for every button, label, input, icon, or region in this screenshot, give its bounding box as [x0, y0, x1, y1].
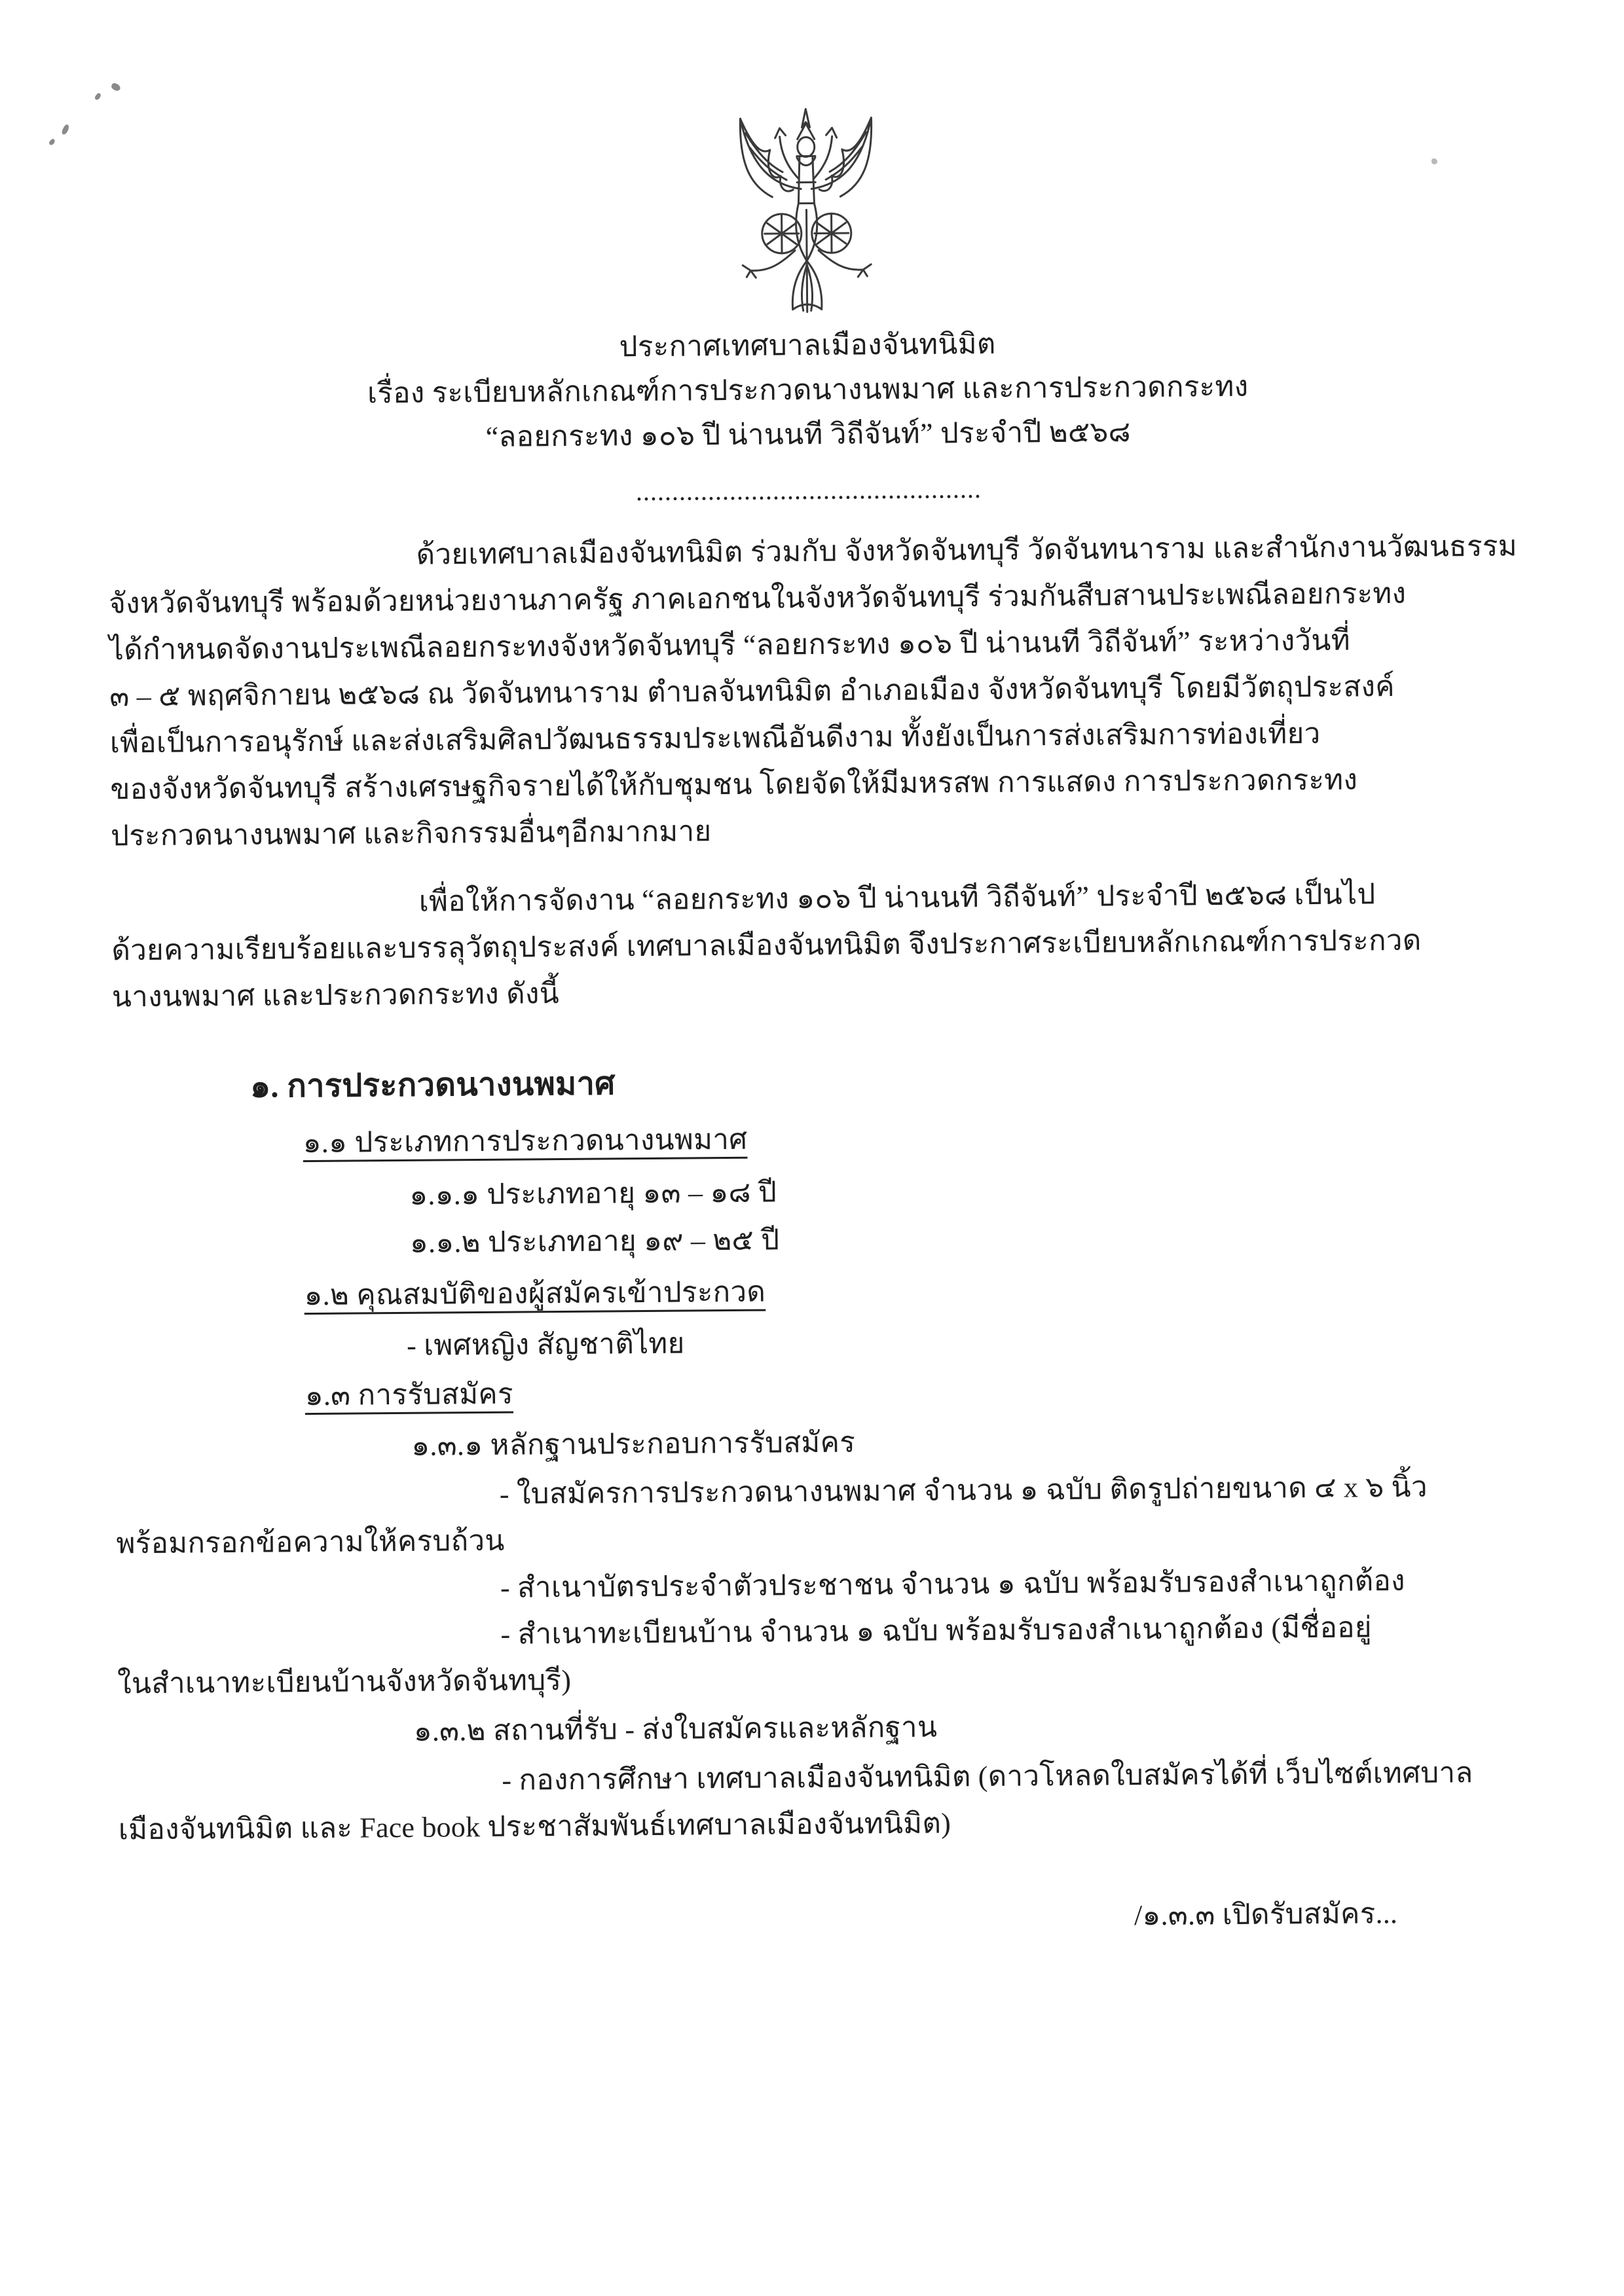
para1-line3: ได้กำหนดจัดงานประเพณีลอยกระทงจังหวัดจันทบุรี “ลอยกระทง ๑๐๖ ปี น่านนที วิถีจันท์” ระหว่างวันที่: [109, 624, 1351, 666]
item-1-3-1-doc3: - สำเนาทะเบียนบ้าน จำนวน ๑ ฉบับ พร้อมรับรองสำเนาถูกต้อง (มีชื่ออยู่: [500, 1611, 1372, 1650]
item-1-3-1-doc1-cont: พร้อมกรอกข้อความให้ครบถ้วน: [116, 1524, 505, 1560]
doc-title-line3: “ลอยกระทง ๑๐๖ ปี น่านนที วิถีจันท์” ประจำปี ๒๕๖๘: [485, 416, 1131, 453]
item-1-3-1-doc1: - ใบสมัครการประกวดนางนพมาศ จำนวน ๑ ฉบับ ติดรูปถ่ายขนาด ๔ x ๖ นิ้ว: [499, 1470, 1428, 1510]
dotted-divider: ................................................: [635, 473, 982, 507]
item-1-3-1-doc2: - สำเนาบัตรประจำตัวประชาชน จำนวน ๑ ฉบับ พร้อมรับรองสำเนาถูกต้อง: [500, 1564, 1405, 1604]
para1-line1: ด้วยเทศบาลเมืองจันทนิมิต ร่วมกับ จังหวัดจันทบุรี วัดจันทนาราม และสำนักงานวัฒนธรรม: [416, 530, 1517, 571]
item-1-3-1-doc3-cont: ในสำเนาทะเบียนบ้านจังหวัดจันทบุรี): [117, 1664, 572, 1700]
para1-line5: เพื่อเป็นการอนุรักษ์ และส่งเสริมศิลปวัฒนธรรมประเพณีอันดีงาม ทั้งยังเป็นการส่งเสริมการท่องเที่ยว: [109, 717, 1321, 759]
doc-title-line1: ประกาศเทศบาลเมืองจันทนิมิต: [619, 327, 996, 363]
para2-line2: ด้วยความเรียบร้อยและบรรลุวัตถุประสงค์ เทศบาลเมืองจันทนิมิต จึงประกาศระเบียบหลักเกณฑ์การประกวด: [111, 924, 1422, 967]
item-1-1-1: ๑.๑.๑ ประเภทอายุ ๑๓ – ๑๘ ปี: [409, 1176, 777, 1211]
page-continuation-note: /๑.๓.๓ เปิดรับสมัคร...: [1134, 1897, 1398, 1932]
section1-1-heading: ๑.๑ ประเภทการประกวดนางนพมาศ: [303, 1123, 748, 1159]
doc-title-line2: เรื่อง ระเบียบหลักเกณฑ์การประกวดนางนพมาศ และการประกวดกระทง: [367, 370, 1249, 410]
section1-heading: ๑. การประกวดนางนพมาศ: [249, 1065, 616, 1104]
para1-line6: ของจังหวัดจันทบุรี สร้างเศรษฐกิจรายได้ให้กับชุมชน โดยจัดให้มีมหรสพ การแสดง การประกวดกระทง: [110, 763, 1358, 806]
para1-line4: ๓ – ๕ พฤศจิกายน ๒๕๖๘ ณ วัดจันทนาราม ตำบลจันทนิมิต อำเภอเมือง จังหวัดจันทบุรี โดยมีวัตถุประสงค์: [109, 670, 1395, 713]
item-1-3-2-place-cont: เมืองจันทนิมิต และ Face book ประชาสัมพันธ์เทศบาลเมืองจันทนิมิต): [118, 1807, 951, 1846]
item-1-2-gender: - เพศหญิง สัญชาติไทย: [406, 1327, 685, 1362]
garuda-emblem-icon: [707, 103, 906, 330]
item-1-3-2: ๑.๓.๒ สถานที่รับ - ส่งใบสมัครและหลักฐาน: [413, 1711, 938, 1747]
para1-line7: ประกวดนางนพมาศ และกิจกรรมอื่นๆอีกมากมาย: [110, 815, 712, 852]
para2-line3: นางนพมาศ และประกวดกระทง ดังนี้: [111, 977, 560, 1013]
section1-2-heading: ๑.๒ คุณสมบัติของผู้สมัครเข้าประกวด: [304, 1275, 766, 1312]
item-1-3-1: ๑.๓.๑ หลักฐานประกอบการรับสมัคร: [411, 1426, 856, 1462]
section1-3-heading: ๑.๓ การรับสมัคร: [304, 1377, 513, 1412]
item-1-1-2: ๑.๑.๒ ประเภทอายุ ๑๙ – ๒๕ ปี: [409, 1224, 780, 1259]
item-1-3-2-place: - กองการศึกษา เทศบาลเมืองจันทนิมิต (ดาวโหลดใบสมัครได้ที่ เว็บไซต์เทศบาล: [502, 1757, 1473, 1796]
para2-line1: เพื่อให้การจัดงาน “ลอยกระทง ๑๐๖ ปี น่านนที วิถีจันท์” ประจำปี ๒๕๖๘ เป็นไป: [418, 878, 1376, 918]
para1-line2: จังหวัดจันทบุรี พร้อมด้วยหน่วยงานภาครัฐ ภาคเอกชนในจังหวัดจันทบุรี ร่วมกันสืบสานประเพณีลอยกระทง: [108, 577, 1407, 620]
